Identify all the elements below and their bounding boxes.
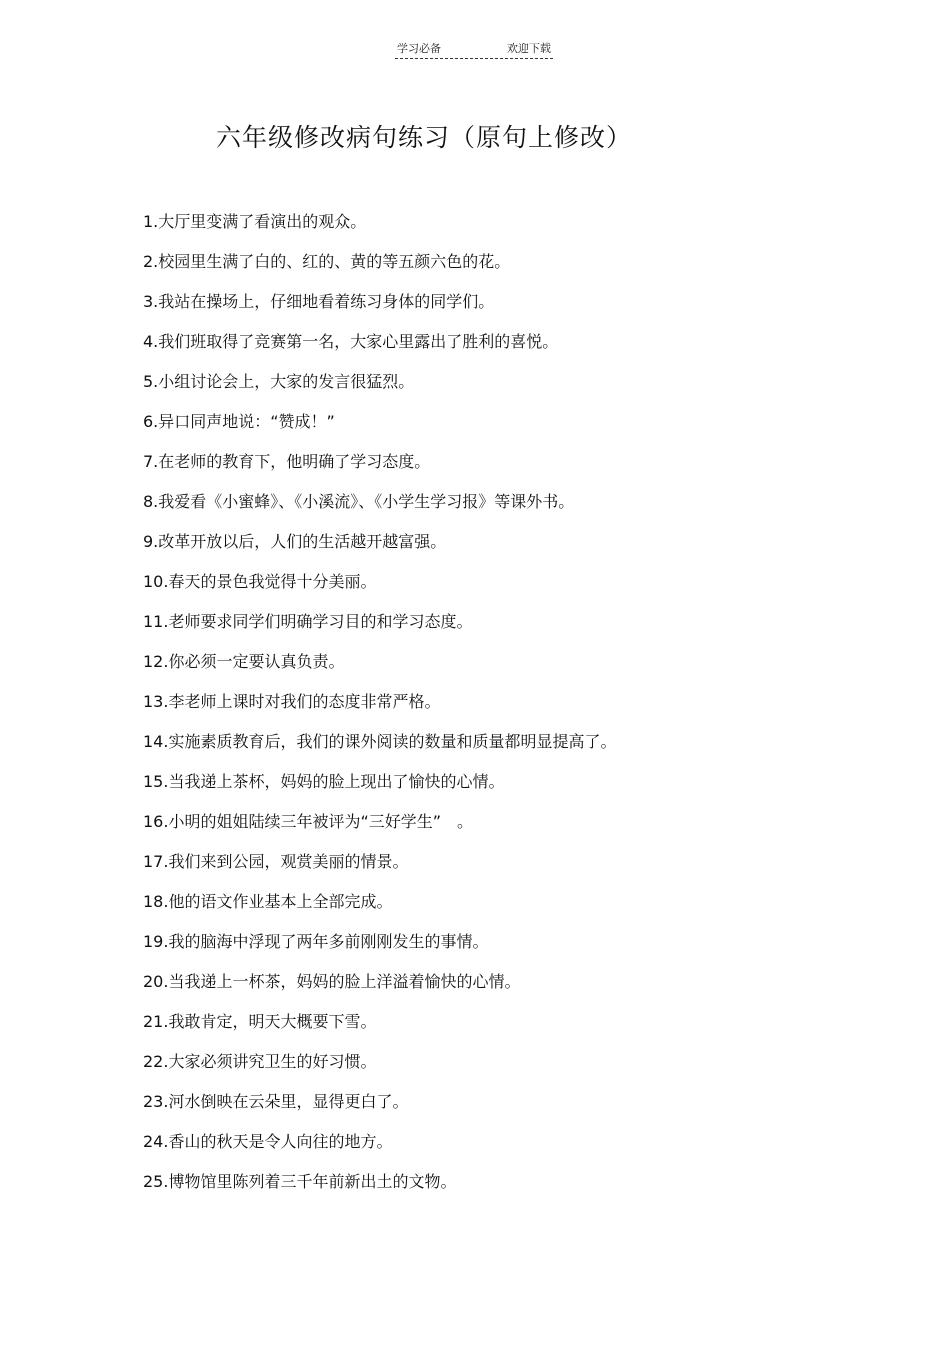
page-title: 六年级修改病句练习（原句上修改） [215,123,632,152]
question-item: 23.河水倒映在云朵里，显得更白了。 [143,1092,409,1111]
question-item: 13.李老师上课时对我们的态度非常严格。 [143,692,441,711]
header-right-text: 欢迎下载 [507,42,551,55]
question-item: 4.我们班取得了竞赛第一名，大家心里露出了胜利的喜悦。 [143,332,559,351]
question-list [143,210,616,1210]
question-item: 6.异口同声地说：“赞成！” [143,412,335,431]
question-item: 18.他的语文作业基本上全部完成。 [143,892,393,911]
page-header [395,40,553,59]
question-item: 17.我们来到公园，观赏美丽的情景。 [143,852,409,871]
question-item: 5.小组讨论会上，大家的发言很猛烈。 [143,372,415,391]
question-item: 1.大厅里变满了看演出的观众。 [143,212,367,231]
header-left-text: 学习必备 [397,42,441,55]
question-item: 9.改革开放以后，人们的生活越开越富强。 [143,532,447,551]
question-item: 11.老师要求同学们明确学习目的和学习态度。 [143,612,473,631]
question-item: 7.在老师的教育下，他明确了学习态度。 [143,452,431,471]
question-item: 2.校园里生满了白的、红的、黄的等五颜六色的花。 [143,252,511,271]
question-item: 24.香山的秋天是令人向往的地方。 [143,1132,393,1151]
question-item: 15.当我递上茶杯，妈妈的脸上现出了愉快的心情。 [143,772,505,791]
question-item: 3.我站在操场上，仔细地看着练习身体的同学们。 [143,292,495,311]
question-item: 20.当我递上一杯茶，妈妈的脸上洋溢着愉快的心情。 [143,972,521,991]
question-item: 21.我敢肯定，明天大概要下雪。 [143,1012,377,1031]
question-item: 16.小明的姐姐陆续三年被评为“三好学生” 。 [143,812,474,831]
question-item: 19.我的脑海中浮现了两年多前刚刚发生的事情。 [143,932,489,951]
question-item: 25.博物馆里陈列着三千年前新出土的文物。 [143,1172,457,1191]
question-item: 22.大家必须讲究卫生的好习惯。 [143,1052,377,1071]
question-item: 12.你必须一定要认真负责。 [143,652,345,671]
question-item: 8.我爱看《小蜜蜂》、《小溪流》、《小学生学习报》等课外书。 [143,492,575,511]
question-item: 14.实施素质教育后，我们的课外阅读的数量和质量都明显提高了。 [143,732,617,751]
question-item: 10.春天的景色我觉得十分美丽。 [143,572,377,591]
